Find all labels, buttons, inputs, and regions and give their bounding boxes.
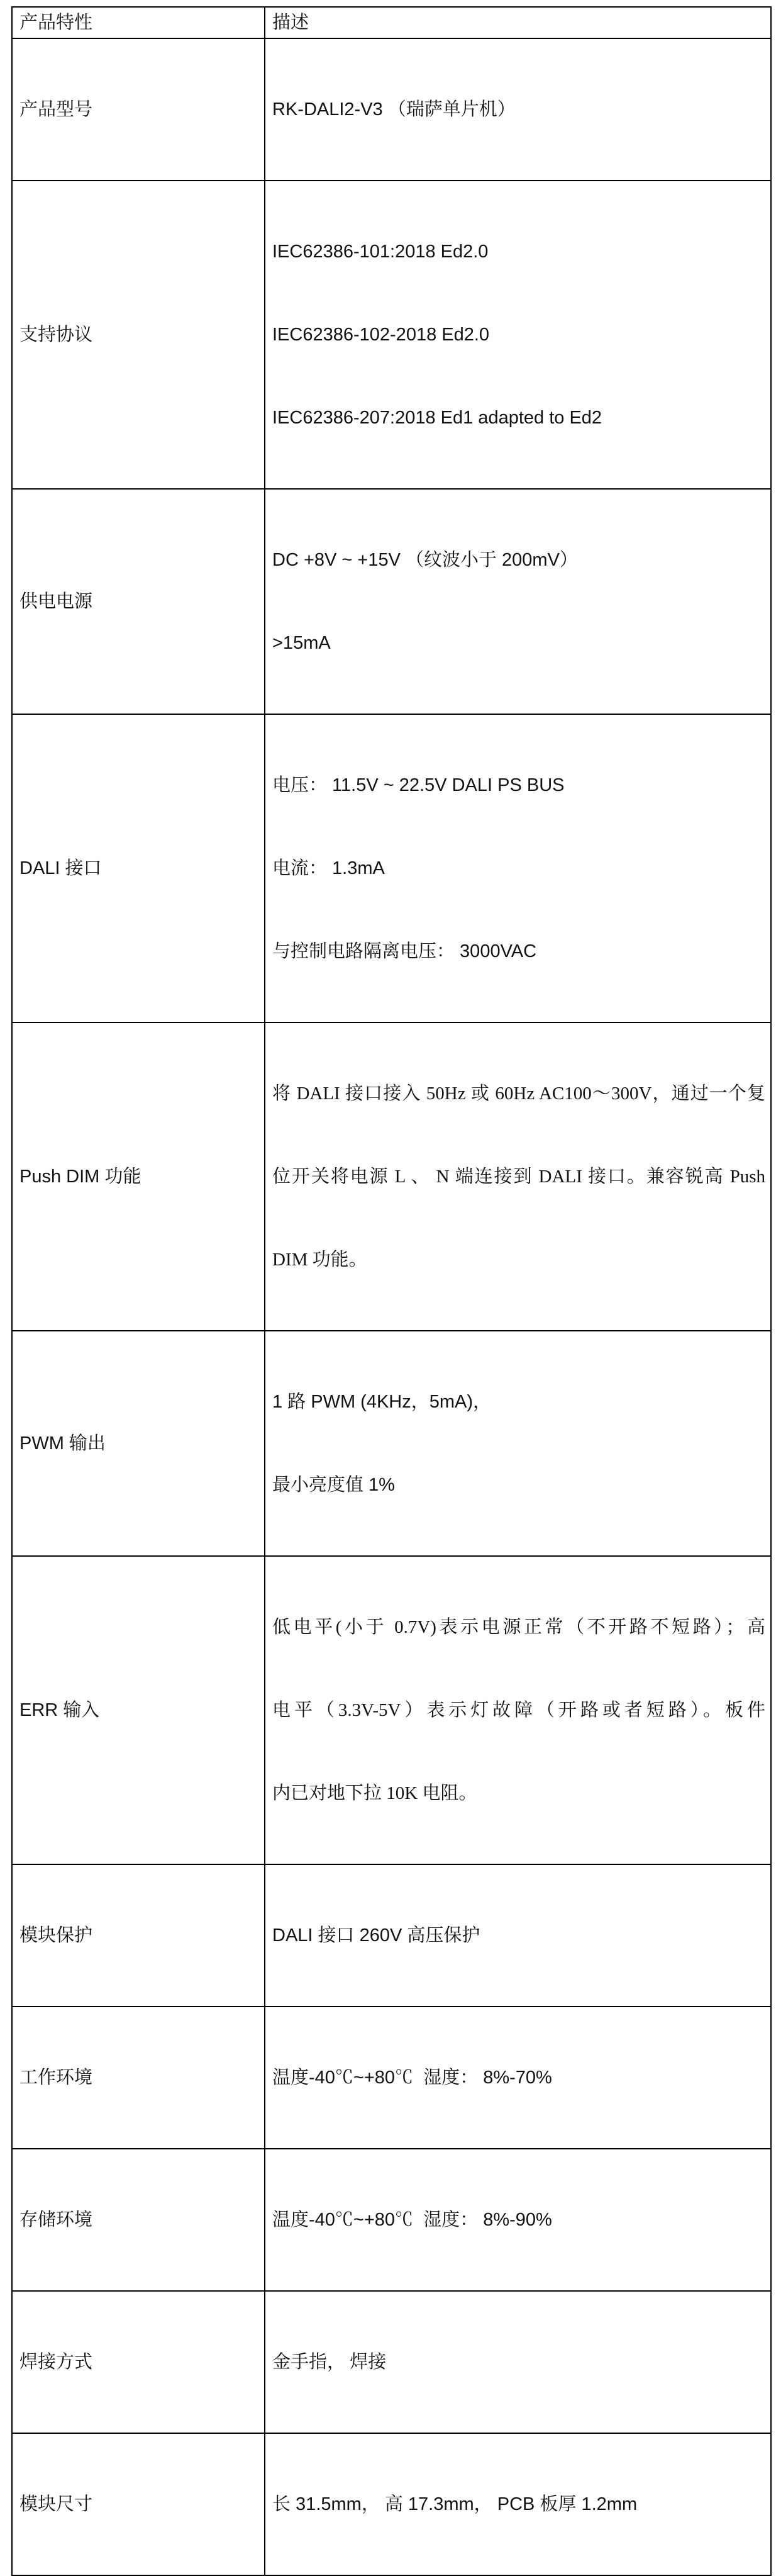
row-storage-env <box>12 2149 771 2291</box>
row-operating-env <box>12 2007 771 2149</box>
cell-line: DIM 功能。 <box>272 1250 367 1270</box>
row-product-model <box>12 38 771 181</box>
row-value <box>265 1022 771 1331</box>
row-label: 产品型号 <box>12 38 265 181</box>
cell-line: DC +8V ~ +15V （纹波小于 200mV） <box>272 550 578 570</box>
cell-line: 最小亮度值 1% <box>272 1475 395 1495</box>
cell-line: 电压： 11.5V ~ 22.5V DALI PS BUS <box>272 775 565 795</box>
cell-line: 电流： 1.3mA <box>272 858 385 878</box>
row-value <box>265 181 771 489</box>
row-push-dim <box>12 1022 771 1331</box>
row-value <box>265 489 771 714</box>
cell-line: 内已对地下拉 10K 电阻。 <box>272 1783 477 1803</box>
cell-line: RK-DALI2-V3 （瑞萨单片机） <box>272 99 516 120</box>
table-header-row <box>12 7 771 38</box>
cell-line: 将 DALI 接口接入 50Hz 或 60Hz AC100～300V，通过一个复 <box>272 1084 765 1104</box>
row-pwm-output <box>12 1331 771 1556</box>
row-power-supply <box>12 489 771 714</box>
row-label: 焊接方式 <box>12 2291 265 2433</box>
row-label: 工作环境 <box>12 2007 265 2149</box>
row-label: PWM 输出 <box>12 1331 265 1556</box>
row-label: 支持协议 <box>12 181 265 489</box>
cell-line: 温度-40℃~+80℃ 湿度： 8%-70% <box>272 2068 552 2088</box>
row-err-input <box>12 1556 771 1864</box>
row-value <box>265 1331 771 1556</box>
row-value <box>265 714 771 1022</box>
row-label: 模块保护 <box>12 1864 265 2007</box>
cell-line: IEC62386-102-2018 Ed2.0 <box>272 325 490 345</box>
cell-line: IEC62386-207:2018 Ed1 adapted to Ed2 <box>272 408 602 428</box>
row-module-protection <box>12 1864 771 2007</box>
row-value <box>265 38 771 181</box>
cell-line: IEC62386-101:2018 Ed2.0 <box>272 242 489 262</box>
row-module-size <box>12 2433 771 2575</box>
row-protocols <box>12 181 771 489</box>
row-value <box>265 2433 771 2575</box>
row-label: 供电电源 <box>12 489 265 714</box>
cell-line: 低电平(小于 0.7V)表示电源正常（不开路不短路）；高 <box>272 1617 765 1637</box>
header-desc-cell: 描述 <box>265 7 771 38</box>
cell-line: 长 31.5mm， 高 17.3mm， PCB 板厚 1.2mm <box>272 2494 638 2514</box>
cell-line: 电平（3.3V-5V）表示灯故障（开路或者短路）。板件 <box>272 1700 765 1720</box>
cell-line: DALI 接口 260V 高压保护 <box>272 1925 480 1946</box>
row-value <box>265 2291 771 2433</box>
cell-line: 位开关将电源 L 、 N 端连接到 DALI 接口。兼容锐高 Push <box>272 1167 765 1187</box>
row-value <box>265 1556 771 1864</box>
spec-table <box>11 6 772 2576</box>
row-value <box>265 2149 771 2291</box>
row-value <box>265 2007 771 2149</box>
cell-line: 与控制电路隔离电压： 3000VAC <box>272 941 537 961</box>
cell-line: 金手指， 焊接 <box>272 2352 387 2372</box>
row-dali-interface <box>12 714 771 1022</box>
cell-line: >15mA <box>272 633 331 653</box>
cell-line: 温度-40℃~+80℃ 湿度： 8%-90% <box>272 2210 552 2230</box>
row-soldering <box>12 2291 771 2433</box>
header-feature-cell: 产品特性 <box>12 7 265 38</box>
row-value <box>265 1864 771 2007</box>
row-label: Push DIM 功能 <box>12 1022 265 1331</box>
row-label: 模块尺寸 <box>12 2433 265 2575</box>
row-label: DALI 接口 <box>12 714 265 1022</box>
row-label: ERR 输入 <box>12 1556 265 1864</box>
row-label: 存储环境 <box>12 2149 265 2291</box>
cell-line: 1 路 PWM (4KHz，5mA)， <box>272 1392 492 1412</box>
